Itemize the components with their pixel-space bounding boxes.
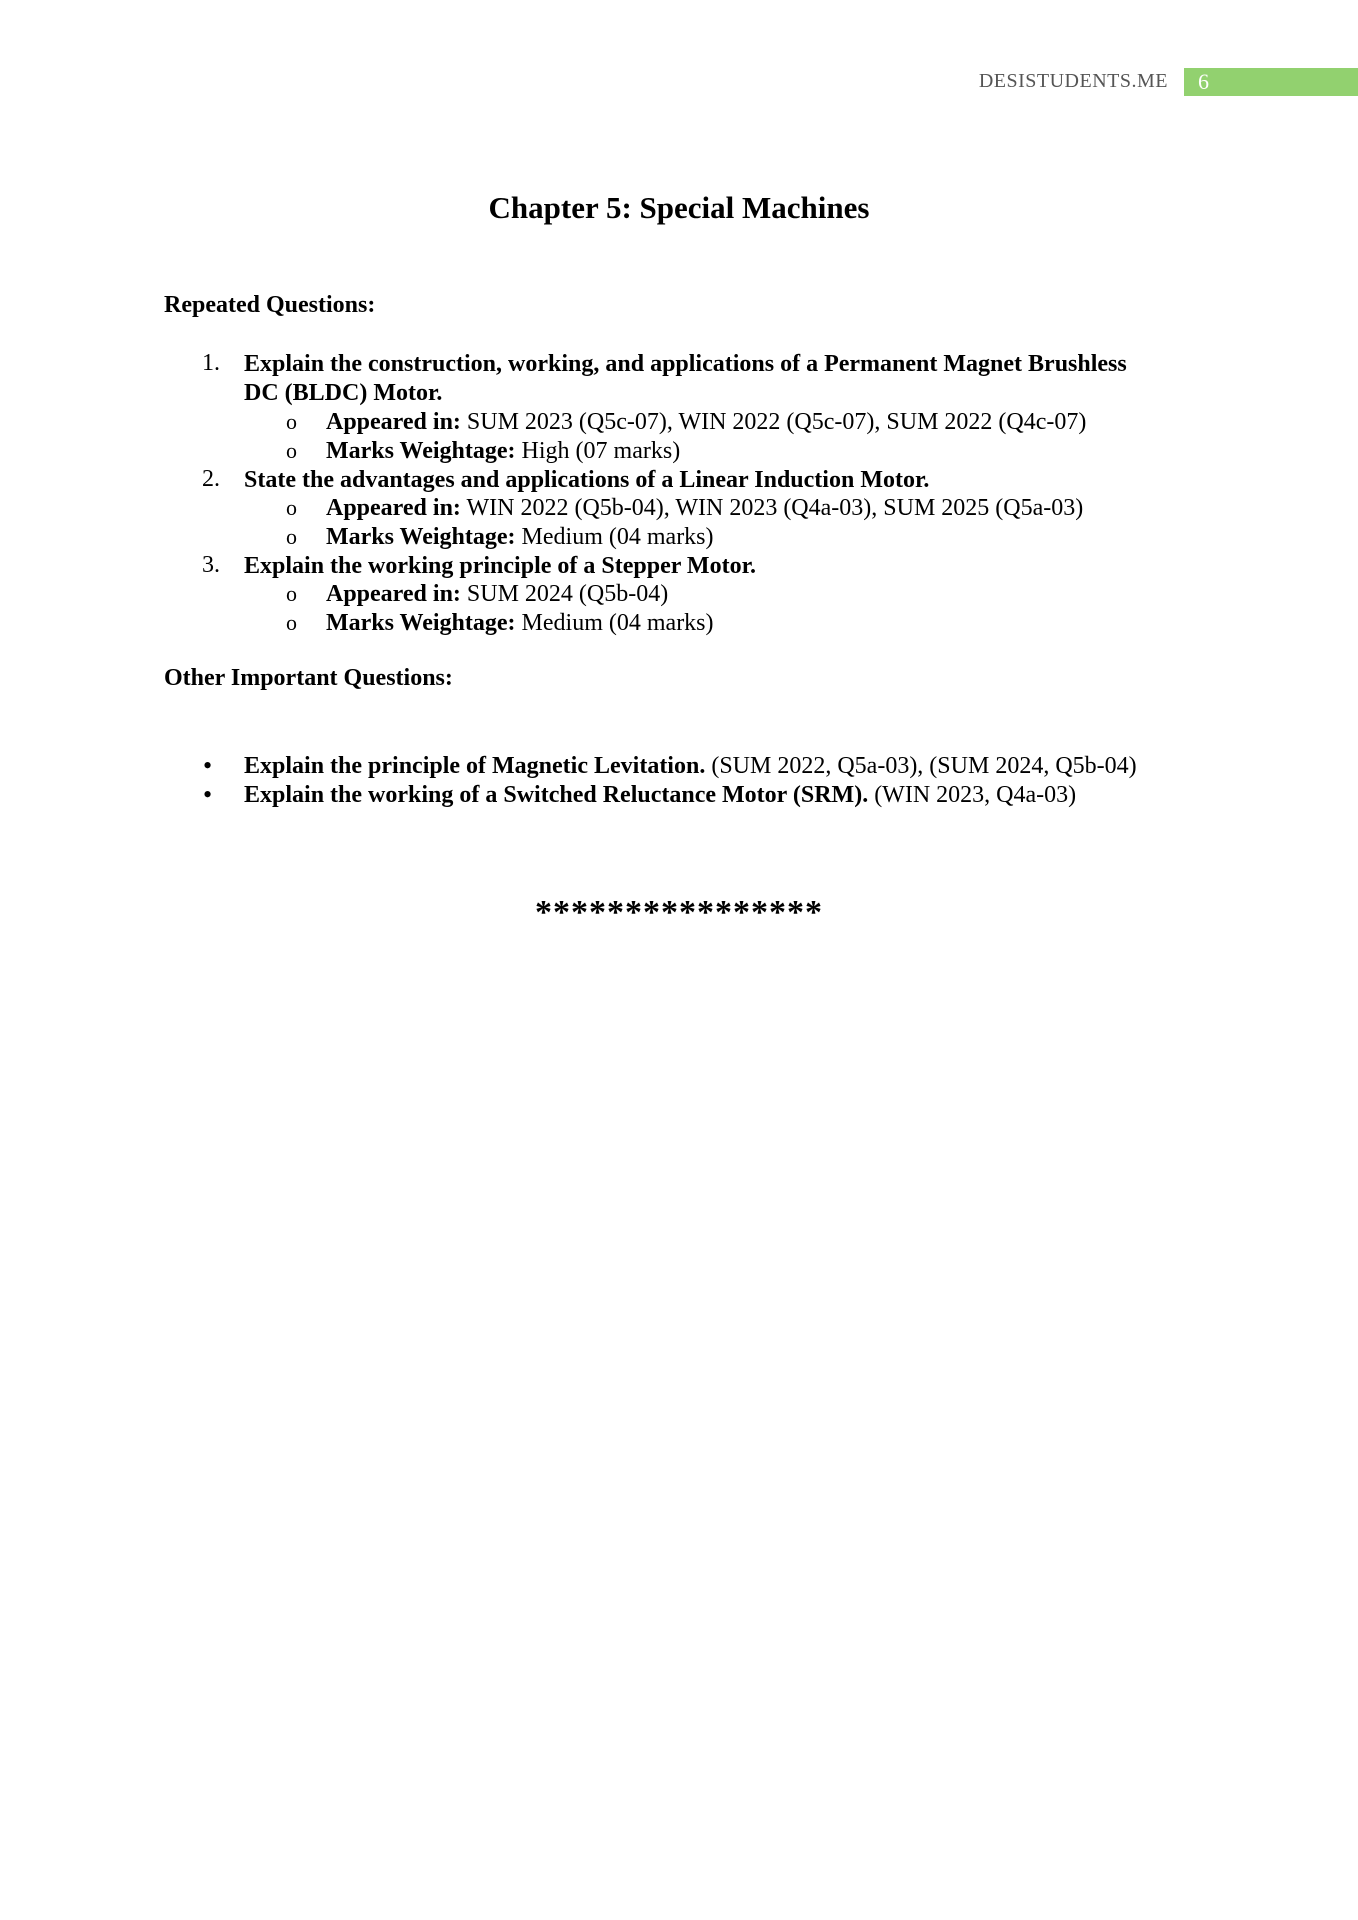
appeared-in: Appeared in: WIN 2022 (Q5b-04), WIN 2023 (Q4a-03), SUM 2025 (Q5a-03) bbox=[326, 495, 1084, 521]
question-text: State the advantages and applications of a Linear Induction Motor. bbox=[244, 467, 930, 493]
chapter-title: Chapter 5: Special Machines bbox=[488, 190, 870, 225]
bullet: • bbox=[203, 751, 213, 780]
marks-weightage: Marks Weightage: Medium (04 marks) bbox=[326, 610, 714, 636]
page-header bbox=[0, 68, 1358, 98]
sub-bullet: o bbox=[286, 610, 297, 635]
sub-bullet: o bbox=[286, 409, 297, 434]
page-number: 6 bbox=[1198, 69, 1209, 94]
question-number: 2. bbox=[202, 466, 220, 492]
question-number: 1. bbox=[202, 350, 220, 376]
sub-bullet: o bbox=[286, 495, 297, 520]
end-marker: **************** bbox=[535, 894, 823, 931]
site-name: DESISTUDENTS.ME bbox=[978, 70, 1168, 92]
question-text: Explain the working principle of a Stepper Motor. bbox=[244, 553, 757, 579]
question-text: DC (BLDC) Motor. bbox=[244, 380, 443, 406]
bullet: • bbox=[203, 780, 213, 809]
repeated-questions-heading: Repeated Questions: bbox=[164, 292, 376, 318]
sub-bullet: o bbox=[286, 524, 297, 549]
appeared-in: Appeared in: SUM 2024 (Q5b-04) bbox=[326, 581, 669, 607]
question-number: 3. bbox=[202, 552, 220, 578]
sub-bullet: o bbox=[286, 581, 297, 606]
appeared-in: Appeared in: SUM 2023 (Q5c-07), WIN 2022 (Q5c-07), SUM 2022 (Q4c-07) bbox=[326, 409, 1087, 435]
other-question: Explain the working of a Switched Reluctance Motor (SRM). (WIN 2023, Q4a-03) bbox=[244, 782, 1077, 808]
other-question: Explain the principle of Magnetic Levitation. (SUM 2022, Q5a-03), (SUM 2024, Q5b-04) bbox=[244, 753, 1137, 779]
other-questions-heading: Other Important Questions: bbox=[164, 665, 453, 691]
marks-weightage: Marks Weightage: Medium (04 marks) bbox=[326, 524, 714, 550]
question-text: Explain the construction, working, and applications of a Permanent Magnet Brushless bbox=[244, 351, 1127, 377]
sub-bullet: o bbox=[286, 438, 297, 463]
marks-weightage: Marks Weightage: High (07 marks) bbox=[326, 438, 681, 464]
page-number-bar bbox=[1184, 68, 1358, 96]
